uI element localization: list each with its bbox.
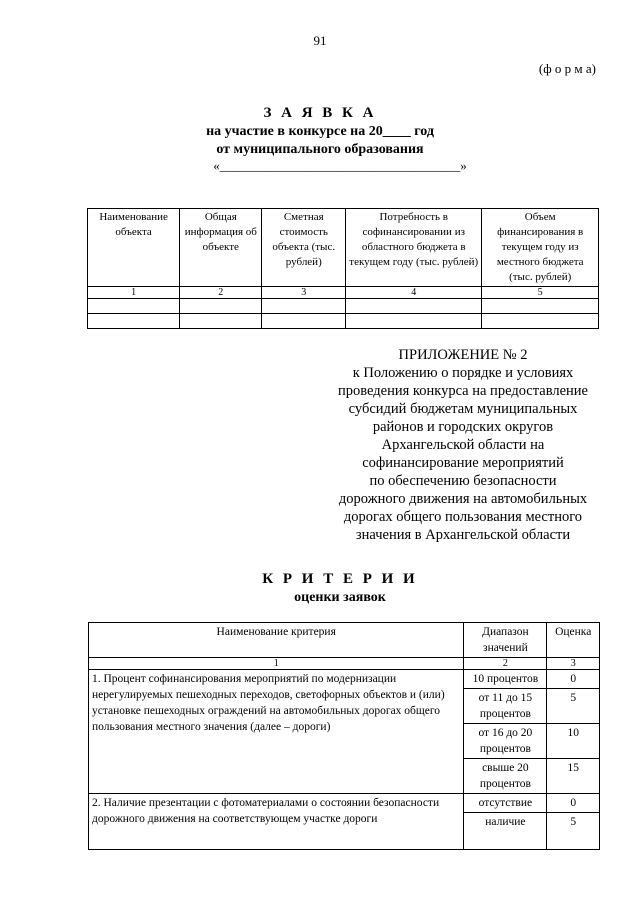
- annex-line: к Положению о порядке и условиях: [352, 365, 574, 381]
- empty-cell: [482, 299, 599, 314]
- criterion-range: свыше 20 процентов: [464, 759, 547, 794]
- header-criterion-name: Наименование критерия: [89, 623, 464, 658]
- criterion-name: 1. Процент софинансирования мероприятий по модернизации нерегулируемых пешеходных переходов, светофорных объектов и (или) установке пешеходных ограждений на автомобильных дорогах общего пользования местного значения (далее – дороги): [89, 670, 464, 794]
- application-title: З А Я В К А: [263, 105, 377, 121]
- criterion-name: 2. Наличие презентации с фотоматериалами о состоянии безопасности дорожного движения на соответствующем участке дороги: [89, 794, 464, 850]
- header-local-funding: Объем финансирования в текущем году из местного бюджета (тыс. рублей): [482, 209, 599, 287]
- criterion-score: 0: [547, 794, 600, 813]
- application-table-header-row: [88, 209, 599, 287]
- empty-cell: [88, 314, 180, 329]
- header-object-name: Наименование объекта: [88, 209, 180, 287]
- column-number: 4: [346, 287, 482, 299]
- header-score: Оценка: [547, 623, 600, 658]
- annex-block: [318, 346, 608, 544]
- empty-cell: [262, 314, 346, 329]
- application-table-number-row: [88, 287, 599, 299]
- header-general-info: Общая информация об объекте: [180, 209, 262, 287]
- criterion-range: отсутствие: [464, 794, 547, 813]
- annex-title: ПРИЛОЖЕНИЕ № 2: [398, 347, 528, 363]
- page-number: 91: [313, 33, 327, 48]
- header-estimated-cost: Сметная стоимость объекта (тыс. рублей): [262, 209, 346, 287]
- criteria-row: [89, 670, 600, 689]
- application-subtitle-municipality: от муниципального образования: [216, 142, 424, 157]
- annex-line: районов и городских округов: [372, 419, 554, 435]
- criterion-score: 15: [547, 759, 600, 794]
- application-table-empty-row: [88, 299, 599, 314]
- criterion-score: 5: [547, 813, 600, 850]
- annex-line: Архангельской области на: [381, 437, 545, 453]
- annex-line: значения в Архангельской области: [355, 527, 571, 543]
- criterion-range: 10 процентов: [464, 670, 547, 689]
- form-label: (ф о р м а): [538, 61, 596, 76]
- application-table-empty-row: [88, 314, 599, 329]
- empty-cell: [180, 314, 262, 329]
- empty-cell: [262, 299, 346, 314]
- empty-cell: [346, 299, 482, 314]
- header-regional-need: Потребность в софинансировании из областного бюджета в текущем году (тыс. рублей): [346, 209, 482, 287]
- application-municipality-blank: «_____________________________________»: [213, 158, 467, 173]
- column-number: 3: [262, 287, 346, 299]
- column-number: 5: [482, 287, 599, 299]
- column-number: 2: [180, 287, 262, 299]
- column-number: 1: [88, 287, 180, 299]
- criteria-table-header-row: [89, 623, 600, 658]
- empty-cell: [482, 314, 599, 329]
- empty-cell: [88, 299, 180, 314]
- annex-line: по обеспечению безопасности: [369, 473, 557, 489]
- annex-line: дорогах общего пользования местного: [343, 509, 583, 525]
- application-subtitle-year: на участие в конкурсе на 20____ год: [206, 124, 434, 139]
- empty-cell: [346, 314, 482, 329]
- header-value-range: Диапазон значений: [464, 623, 547, 658]
- annex-line: софинансирование мероприятий: [362, 455, 564, 471]
- criterion-range: от 11 до 15 процентов: [464, 689, 547, 724]
- annex-line: субсидий бюджетам муниципальных: [348, 401, 578, 417]
- application-table: [87, 208, 599, 329]
- criterion-score: 0: [547, 670, 600, 689]
- annex-line: дорожного движения на автомобильных: [338, 491, 588, 507]
- criteria-title: К Р И Т Е Р И И: [262, 571, 418, 587]
- criterion-score: 5: [547, 689, 600, 724]
- column-number: 1: [89, 658, 464, 670]
- criteria-row: [89, 794, 600, 813]
- criteria-table: [88, 622, 600, 850]
- criterion-score: 10: [547, 724, 600, 759]
- empty-cell: [180, 299, 262, 314]
- criterion-range: наличие: [464, 813, 547, 850]
- criteria-table-number-row: [89, 658, 600, 670]
- criteria-subtitle: оценки заявок: [294, 590, 386, 605]
- column-number: 2: [464, 658, 547, 670]
- criterion-range: от 16 до 20 процентов: [464, 724, 547, 759]
- column-number: 3: [547, 658, 600, 670]
- annex-line: проведения конкурса на предоставление: [338, 383, 588, 399]
